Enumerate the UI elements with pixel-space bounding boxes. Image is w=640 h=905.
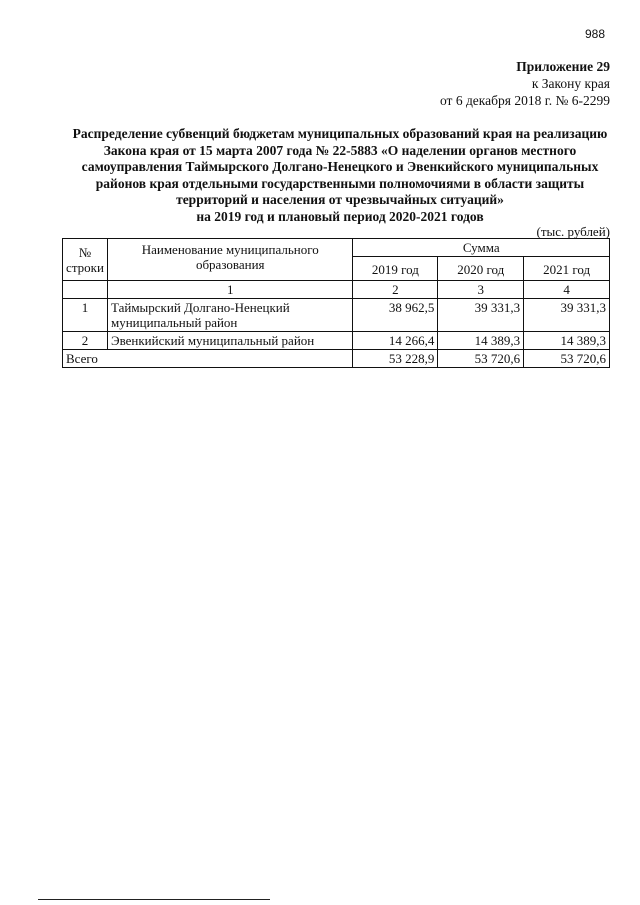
table-header-row (63, 239, 610, 257)
total-value-2021: 53 720,6 (524, 350, 610, 368)
column-number: 3 (438, 281, 524, 299)
header-row-number: № строки (63, 239, 108, 281)
header-year-2019: 2019 год (353, 257, 438, 281)
column-number-row (63, 281, 610, 299)
title-line: территорий и населения от чрезвычайных ситуаций» (176, 192, 504, 207)
title-line: на 2019 год и плановый период 2020-2021 годов (196, 208, 484, 224)
row-value-2019: 14 266,4 (353, 332, 438, 350)
table-row (63, 332, 610, 350)
column-number: 1 (107, 281, 353, 299)
row-number: 1 (63, 299, 108, 332)
footnote-divider (38, 899, 270, 900)
column-number: 2 (353, 281, 438, 299)
page-number: 988 (585, 27, 606, 41)
title-line: самоуправления Таймырского Долгано-Ненецкого и Эвенкийского муниципальных (81, 159, 599, 174)
header-sum: Сумма (353, 239, 610, 257)
column-number: 4 (524, 281, 610, 299)
table-row (63, 299, 610, 332)
total-value-2019: 53 228,9 (353, 350, 438, 368)
appendix-label: Приложение 29 (516, 59, 610, 74)
row-number: 2 (63, 332, 108, 350)
budget-table (62, 238, 610, 368)
row-value-2020: 14 389,3 (438, 332, 524, 350)
document-title (60, 126, 620, 225)
column-number-empty (63, 281, 108, 299)
appendix-date: от 6 декабря 2018 г. № 6-2299 (439, 93, 610, 108)
header-name: Наименование муниципального образования (107, 239, 353, 281)
header-year-2021: 2021 год (524, 257, 610, 281)
appendix-reference (440, 58, 610, 109)
title-line: Закона края от 15 марта 2007 года № 22-5883 «О наделении органов местного (103, 142, 577, 158)
row-name: Эвенкийский муниципальный район (107, 332, 353, 350)
header-year-2020: 2020 год (438, 257, 524, 281)
total-label: Всего (63, 350, 353, 368)
row-value-2021: 39 331,3 (524, 299, 610, 332)
title-line: Распределение субвенций бюджетам муниципальных образований края на реализацию (72, 126, 608, 141)
row-value-2019: 38 962,5 (353, 299, 438, 332)
appendix-law: к Закону края (531, 76, 610, 91)
row-name: Таймырский Долгано-Ненецкий муниципальный район (107, 299, 353, 332)
unit-label: (тыс. рублей) (536, 224, 610, 239)
row-value-2020: 39 331,3 (438, 299, 524, 332)
title-line: районов края отдельными государственными полномочиями в области защиты (95, 175, 585, 191)
row-value-2021: 14 389,3 (524, 332, 610, 350)
total-row (63, 350, 610, 368)
total-value-2020: 53 720,6 (438, 350, 524, 368)
